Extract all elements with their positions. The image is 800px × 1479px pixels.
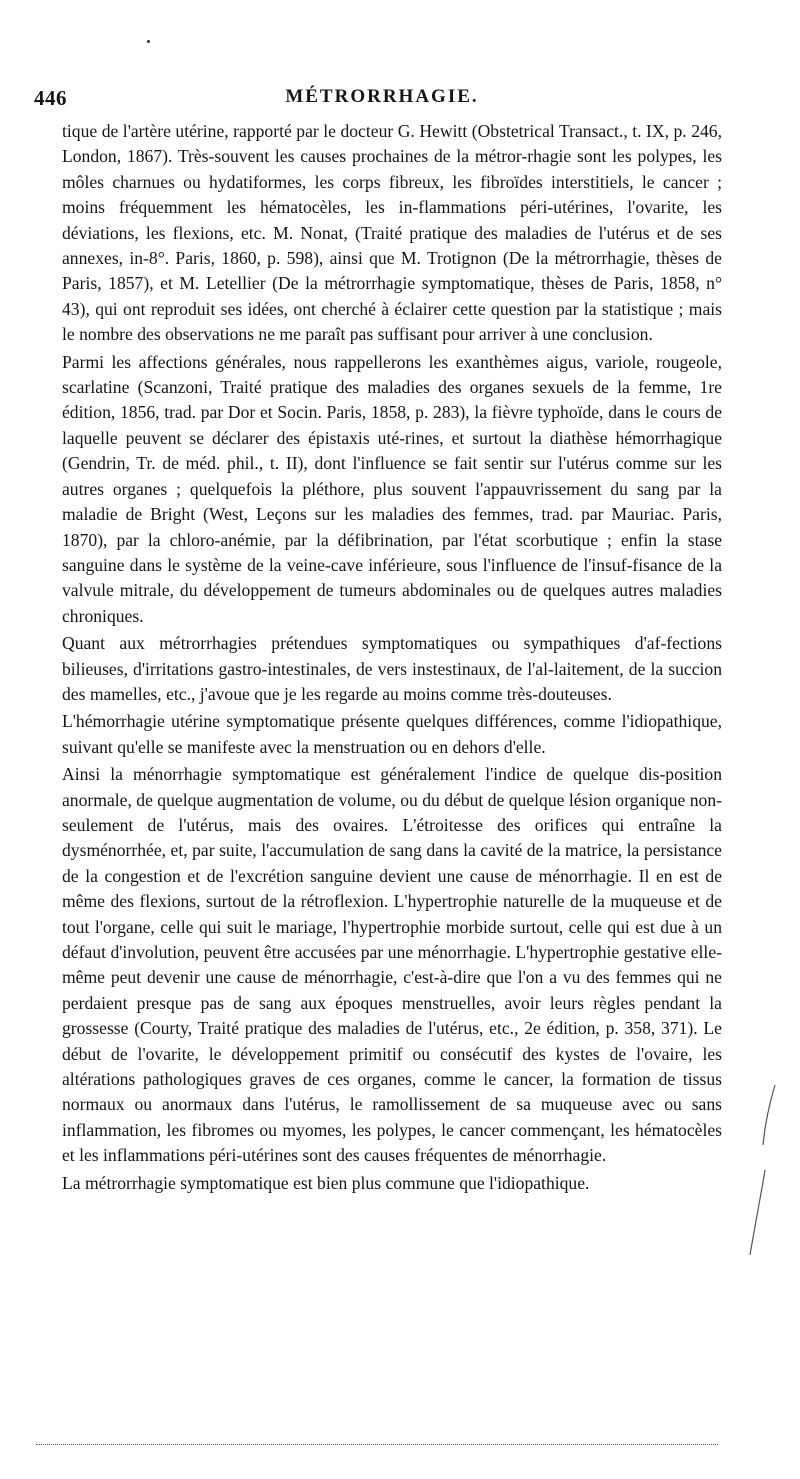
margin-pencil-marks <box>735 1075 785 1275</box>
footer-rule <box>36 1444 718 1445</box>
paragraph-symptomatic-hemorrhage: L'hémorrhagie utérine symptomatique présente quelques différences, comme l'idiopathique, suivant qu'elle se manifeste avec la menstruation ou en dehors d'elle. <box>62 711 722 757</box>
print-speck <box>147 40 150 43</box>
paragraph-sympathetic-metrorrhagia: Quant aux métrorrhagies prétendues symptomatiques ou sympathiques d'af-fections bilieuses, d'irritations gastro-intestinales, de vers instestinaux, de l'al-laitement, de la succion des mamelles, etc., j'avoue que je les regarde au moins comme très-douteuses. <box>62 633 722 704</box>
running-head: MÉTRORRHAGIE. <box>285 86 479 107</box>
pencil-stroke <box>750 1170 765 1255</box>
paragraph-general-affections: Parmi les affections générales, nous rappellerons les exanthèmes aigus, variole, rougeole, scarlatine (Scanzoni, Traité pratique des maladies des organes sexuels de la femme, 1re édition, 1856, trad. par Dor et Socin. Paris, 1858, p. 283), la fièvre typhoïde, dans le cours de laquelle peuvent se déclarer des épistaxis uté-rines, et surtout la diathèse hémorrhagique (Gendrin, Tr. de méd. phil., t. II), dont l'influence se fait sentir sur l'utérus comme sur les autres organes ; quelquefois la pléthore, plus souvent l'appauvrissement du sang par la maladie de Bright (West, Leçons sur les maladies des femmes, trad. par Mauriac. Paris, 1870), par la chloro-anémie, par la défibrination, par l'état scorbutique ; enfin la stase sanguine dans le système de la veine-cave inférieure, sous l'influence de l'insuf-fisance de la valvule mitrale, du développement de tumeurs abdominales ou de quelques autres maladies chroniques. <box>62 351 722 626</box>
paragraph-continued: tique de l'artère utérine, rapporté par le docteur G. Hewitt (Obstetrical Transact., t. IX, p. 246, London, 1867). Très-souvent les causes prochaines de la métror-rhagie sont les polypes, les môles charnues ou hydatiformes, les corps fibreux, les fibroïdes interstitiels, le cancer ; moins fréquemment les hématocèles, les in-flammations péri-utérines, l'ovarite, les déviations, les flexions, etc. M. Nonat, (Traité pratique des maladies de l'utérus et de ses annexes, in-8°. Paris, 1860, p. 598), ainsi que M. Trotignon (De la métrorrhagie, thèses de Paris, 1857), et M. Letellier (De la métrorrhagie symptomatique, thèses de Paris, 1858, n° 43), qui ont reproduit ses idées, ont cherché à éclairer cette question par la statistique ; mais le nombre des observations ne me paraît pas suffisant pour arriver à une conclusion. <box>62 121 722 345</box>
body-text <box>62 119 722 1196</box>
page-header <box>34 86 730 114</box>
page-number: 446 <box>34 86 67 110</box>
pencil-stroke <box>763 1085 775 1145</box>
paragraph-symptomatic-menorrhagia: Ainsi la ménorrhagie symptomatique est généralement l'indice de quelque dis-position anormale, de quelque augmentation de volume, ou du début de quelque lésion organique non-seulement de l'utérus, mais des ovaires. L'étroitesse des orifices qui entraîne la dysménorrhée, et, par suite, l'accumulation de sang dans la cavité de la matrice, la persistance de la congestion et de l'excrétion sanguine devient une cause de ménorrhagie. Il en est de même des flexions, surtout de la rétroflexion. L'hypertrophie naturelle de la muqueuse et de tout l'organe, celle qui suit le mariage, l'hypertrophie morbide surtout, celle qui est due à un défaut d'involution, peuvent être accusées par une ménorrhagie. L'hypertrophie gestative elle-même peut devenir une cause de ménorrhagie, c'est-à-dire que l'on a vu des femmes qui ne perdaient presque pas de sang aux époques menstruelles, avoir leurs règles pendant la grossesse (Courty, Traité pratique des maladies de l'utérus, etc., 2e édition, p. 358, 371). Le début de l'ovarite, le développement primitif ou consécutif des kystes de l'ovaire, les altérations pathologiques graves de ces organes, comme le cancer, la formation de tissus normaux ou anormaux dans l'utérus, le ramollissement de sa muqueuse avec ou sans inflammation, les fibromes ou myomes, les polypes, le cancer commençant, les hématocèles et les inflammations péri-utérines sont des causes fréquentes de ménorrhagie. <box>62 764 722 1166</box>
paragraph-conclusion: La métrorrhagie symptomatique est bien plus commune que l'idiopathique. <box>62 1172 590 1193</box>
